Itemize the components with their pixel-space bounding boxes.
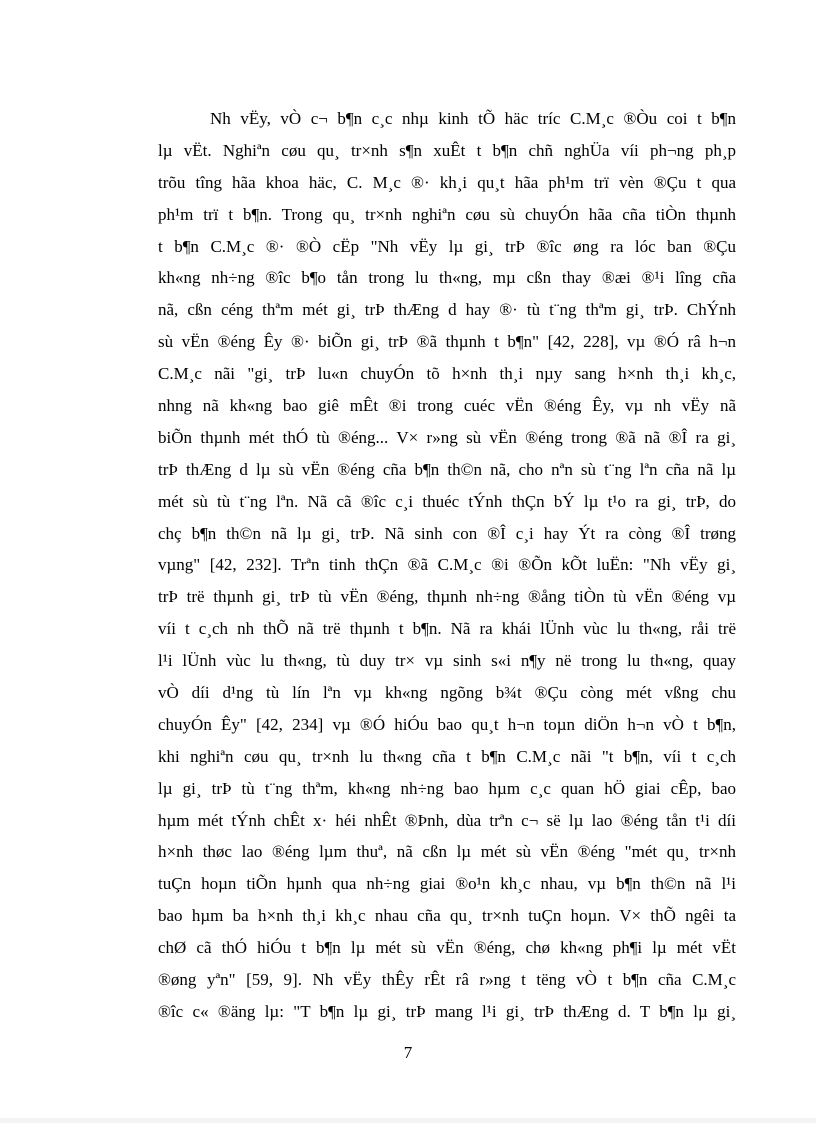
text-line: kh«ng nh÷ng ®îc b¶o tån trong lu th«ng, mµ cßn thay ®æi ®¹i lîng cña xyxy=(158,268,736,288)
text-line: hµm mét tÝnh chÊt x· héi nhÊt ®Þnh, dùa trªn c¬ së lµ lao ®éng tån t¹i díi xyxy=(158,810,736,830)
text-line: Nh vËy, vÒ c¬ b¶n c¸c nhµ kinh tÕ häc tríc C.M¸c ®Òu coi t b¶n xyxy=(210,109,736,128)
text-line: víi t c¸ch nh thÕ nã trë thµnh t b¶n. Nã ra khái lÜnh vùc lu th«ng, råi trë xyxy=(158,619,736,639)
text-line: ph¹m trï t b¶n. Trong qu¸ tr×nh nghiªn cøu sù chuyÓn hãa cña tiÒn thµnh xyxy=(158,204,736,224)
text-line: mét sù tù t¨ng lªn. Nã cã ®îc c¸i thuéc tÝnh thÇn bÝ lµ t¹o ra gi¸ trÞ, do xyxy=(158,491,736,511)
text-line: t b¶n C.M¸c ®· ®Ò cËp "Nh vËy lµ gi¸ trÞ ®îc øng ra lóc ban ®Çu xyxy=(158,236,736,256)
text-line: vµng" [42, 232]. Trªn tinh thÇn ®ã C.M¸c ®i ®Õn kÕt luËn: "Nh vËy gi¸ xyxy=(158,555,736,575)
text-line: trÞ thÆng d lµ sù vËn ®éng cña b¶n th©n nã, cho nªn sù t¨ng lªn cña nã lµ xyxy=(158,459,736,479)
text-line: biÕn thµnh mét thÓ tù ®éng... V× r»ng sù vËn ®éng trong ®ã nã ®Î ra gi¸ xyxy=(158,427,736,447)
text-line: trõu tîng hãa khoa häc, C. M¸c ®· kh¸i qu¸t hãa ph¹m trï vèn ®Çu t qua xyxy=(158,172,736,192)
text-line: ®îc c« ®äng lµ: "T b¶n lµ gi¸ trÞ mang l¹i gi¸ trÞ thÆng d. T b¶n lµ gi¸ xyxy=(158,1001,736,1021)
text-line: bao hµm ba h×nh th¸i kh¸c nhau cña qu¸ tr×nh tuÇn hoµn. V× thÕ ngêi ta xyxy=(158,906,736,926)
text-line: l¹i lÜnh vùc lu th«ng, tù duy tr× vµ sinh s«i n¶y në trong lu th«ng, quay xyxy=(158,651,736,671)
page-number: 7 xyxy=(403,1043,413,1062)
text-line: lµ gi¸ trÞ tù t¨ng thªm, kh«ng nh÷ng bao hµm c¸c quan hÖ giai cÊp, bao xyxy=(158,778,736,798)
text-line: ®øng yªn" [59, 9]. Nh vËy thÊy rÊt râ r»ng t tëng vÒ t b¶n cña C.M¸c xyxy=(158,970,736,990)
text-line: chuyÓn Êy" [42, 234] vµ ®Ó hiÓu bao qu¸t h¬n toµn diÖn h¬n vÒ t b¶n, xyxy=(158,714,736,734)
text-line: h×nh thøc lao ®éng lµm thuª, nã cßn lµ mét sù vËn ®éng "mét qu¸ tr×nh xyxy=(158,842,736,862)
text-line: tuÇn hoµn tiÕn hµnh qua nh÷ng giai ®o¹n kh¸c nhau, vµ b¶n th©n nã l¹i xyxy=(158,874,736,894)
text-line: C.M¸c nãi "gi¸ trÞ lu«n chuyÓn tõ h×nh th¸i nµy sang h×nh th¸i kh¸c, xyxy=(158,364,736,384)
text-line: chØ cã thÓ hiÓu t b¶n lµ mét sù vËn ®éng, chø kh«ng ph¶i lµ mét vËt xyxy=(158,938,736,958)
text-line: chç b¶n th©n nã lµ gi¸ trÞ. Nã sinh con ®Î c¸i hay Ýt ra còng ®Î trøng xyxy=(158,523,736,543)
text-line: khi nghiªn cøu qu¸ tr×nh lu th«ng cña t b¶n C.M¸c nãi "t b¶n, víi t c¸ch xyxy=(158,746,736,766)
body-text xyxy=(158,103,736,1028)
text-line: lµ vËt. Nghiªn cøu qu¸ tr×nh s¶n xuÊt t b¶n chñ nghÜa víi ph¬ng ph¸p xyxy=(158,140,736,160)
text-line: nhng nã kh«ng bao giê mÊt ®i trong cuéc vËn ®éng Êy, vµ nh vËy nã xyxy=(158,396,736,416)
text-line: vÒ díi d¹ng tù lín lªn vµ kh«ng ngõng b¾t ®Çu còng mét vßng chu xyxy=(158,683,736,703)
page-bottom-edge xyxy=(0,1118,816,1123)
text-line: nã, cßn céng thªm mét gi¸ trÞ thÆng d hay ®· tù t¨ng thªm gi¸ trÞ. ChÝnh xyxy=(158,300,736,320)
text-line: trÞ trë thµnh gi¸ trÞ tù vËn ®éng, thµnh nh÷ng ®ång tiÒn tù vËn ®éng vµ xyxy=(158,587,736,607)
text-line: sù vËn ®éng Êy ®· biÕn gi¸ trÞ ®ã thµnh t b¶n" [42, 228], vµ ®Ó râ h¬n xyxy=(158,332,736,352)
